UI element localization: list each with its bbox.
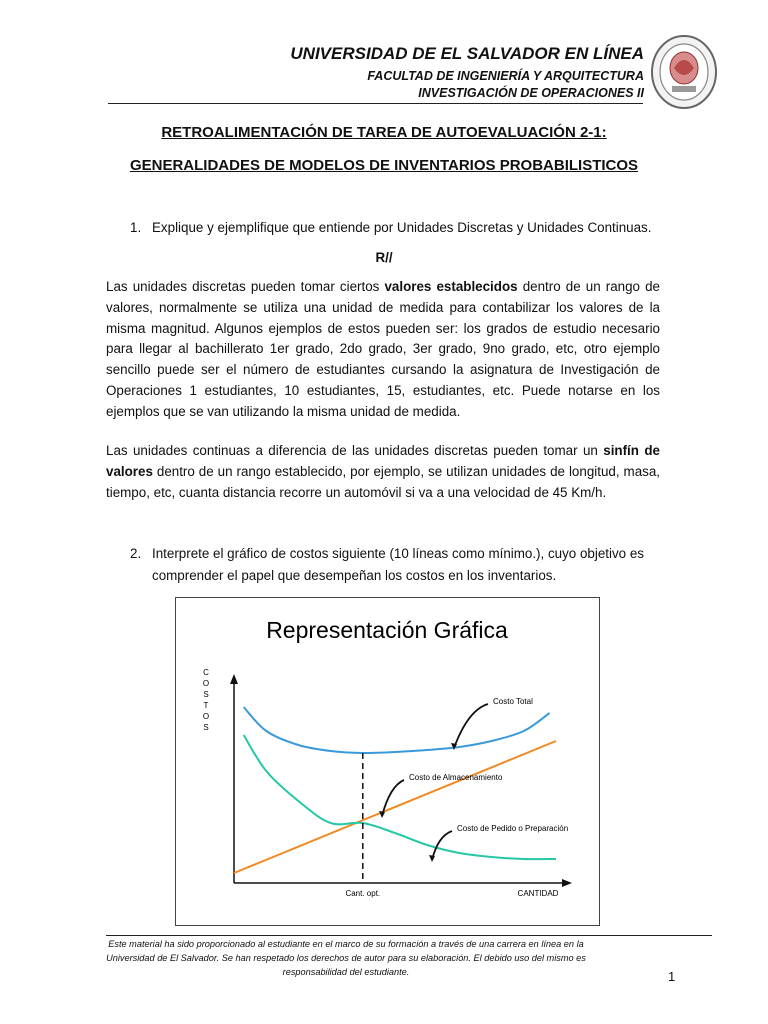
chart-xlabel: CANTIDAD <box>517 889 559 898</box>
chart-title: Representación Gráfica <box>266 617 508 643</box>
header-rule <box>108 103 643 104</box>
footer-rule <box>106 935 712 936</box>
series-costo-de-almacenamiento <box>234 741 556 873</box>
series-costo-de-pedido-o-preparaci-n <box>244 735 556 859</box>
answer-label: R// <box>375 250 393 265</box>
question-number: 1. <box>130 220 142 235</box>
page-title-2: GENERALIDADES DE MODELOS DE INVENTARIOS PROBABILISTICOS <box>129 157 639 174</box>
text-run: dentro de un rango establecido, por ejemplo, se utilizan unidades de longitud, masa, tiempo, etc, cuanta distancia recorre un automóvil si va a una velocidad de 45 Km/h. <box>106 463 660 500</box>
question-number: 2. <box>130 546 142 561</box>
y-axis-arrow-icon <box>230 674 238 684</box>
bold-phrase: sinfín de valores <box>106 443 660 479</box>
university-seal-icon <box>650 34 718 110</box>
chart-ylabel <box>203 668 209 732</box>
question-text: Interprete el gráfico de costos siguiente (10 líneas como mínimo.), cuyo objetivo es comprender el papel que desempeñan los costos en los inventarios. <box>152 546 644 583</box>
paragraph-discrete <box>106 277 660 423</box>
text-run: Las unidades discretas pueden tomar ciertos <box>106 279 385 294</box>
bold-phrase: valores establecidos <box>384 279 518 294</box>
question-text: Explique y ejemplifique que entiende por Unidades Discretas y Unidades Continuas. <box>152 220 652 235</box>
page-title-1: RETROALIMENTACIÓN DE TAREA DE AUTOEVALUACIÓN 2-1: <box>161 124 607 141</box>
optimal-quantity-label: Cant. opt. <box>345 889 381 898</box>
annotation-arrow <box>454 704 488 748</box>
chart-annotation: Costo de Almacenamiento <box>409 773 503 782</box>
x-axis-arrow-icon <box>562 879 572 887</box>
cost-chart-svg <box>176 598 599 925</box>
university-name: UNIVERSIDAD DE EL SALVADOR EN LÍNEA <box>290 44 644 63</box>
faculty-name: FACULTAD DE INGENIERÍA Y ARQUITECTURA <box>367 69 644 83</box>
chart-ylabel-text: C O S T O S <box>202 668 210 732</box>
chart-annotation: Costo Total <box>493 697 533 706</box>
chart-annotation: Costo de Pedido o Preparación <box>457 824 569 833</box>
series-costo-total <box>244 707 550 753</box>
annotation-arrow <box>432 831 452 860</box>
text-run: Las unidades continuas a diferencia de las unidades discretas pueden tomar un <box>106 443 604 458</box>
arrowhead-icon <box>429 855 435 862</box>
course-name: INVESTIGACIÓN DE OPERACIONES II <box>418 86 644 100</box>
footer-note: Este material ha sido proporcionado al estudiante en el marco de su formación a través de una carrera en línea en la Universidad de El Salvador. Se han respetado los derechos de autor para su elaboración. El debido uso del mismo es responsabilidad del estudiante. <box>106 939 586 977</box>
page-number: 1 <box>668 969 676 984</box>
text-run: dentro de un rango de valores, normalmente se utiliza una unidad de medida para contabilizar los valores de la misma magnitud. Algunos ejemplos de estos pueden ser: los grados de estudio necesario para llegar al bachillerato 1er grado, 2do grado, 3er grado, 9no grado, etc, otro ejemplo sencillo puede ser el número de estudiantes cursando la asignatura de Investigación de Operaciones 1 estudiantes, 10 estudiantes, 15, estudiantes, etc. Puede notarse en los ejemplos que se van utilizando la misma unidad de medida. <box>106 279 660 419</box>
cost-chart <box>175 597 600 926</box>
paragraph-continuous <box>106 441 660 503</box>
arrowhead-icon <box>379 811 385 818</box>
